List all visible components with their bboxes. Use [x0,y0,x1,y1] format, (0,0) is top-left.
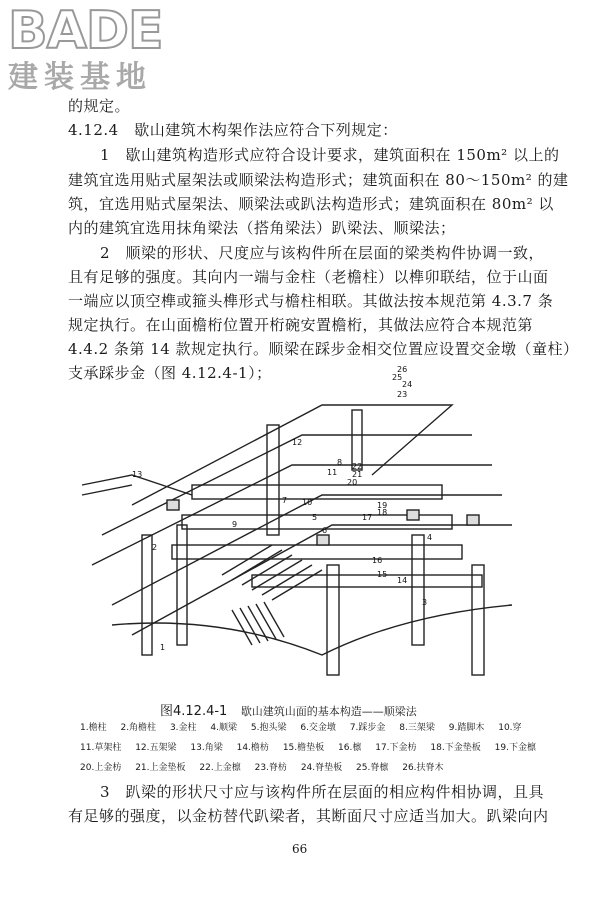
label-2: 2 [152,543,158,552]
label-20: 20 [347,478,358,487]
label-25: 25 [392,373,403,382]
text-line: 规定执行。在山面檐桁位置开桁碗安置檐桁，其做法应符合本规范第 [68,316,534,334]
text-line: 的规定。 [68,97,131,115]
legend-item: 5.抱头梁 [250,723,287,733]
label-9: 9 [232,520,238,529]
legend-item: 7.踩步金 [349,723,386,733]
legend-item: 2.角檐柱 [120,723,157,733]
label-5: 5 [312,513,318,522]
label-10: 10 [302,498,313,507]
legend-item: 18.下金垫板 [430,743,481,753]
legend-item: 8.三架梁 [399,723,435,733]
figure-number: 图4.12.4-1 [160,704,228,719]
legend-row [80,740,540,753]
legend-row [80,760,540,773]
label-19: 19 [377,501,388,510]
legend-item: 26.扶脊木 [402,763,444,773]
figure-caption [160,700,417,719]
timber-frame-figure [72,365,522,685]
legend-item: 14.檐枋 [236,743,269,753]
logo-subtitle: 建装基地 [8,60,152,95]
legend-item: 21.上金垫板 [135,763,186,773]
text-line: 建筑宜选用贴式屋架法或顺梁法构造形式；建筑面积在 80～150m² 的建 [68,171,569,189]
label-3: 3 [422,598,428,607]
text-line: 一端应以顶空榫或箍头榫形式与檐柱相联。其做法按本规范第 4.3.7 条 [68,292,554,310]
label-23: 23 [397,390,408,399]
legend-item: 17.下金枋 [375,743,417,753]
text-line: 且有足够的强度。其向内一端与金柱（老檐柱）以榫卯联结，位于山面 [68,268,549,286]
legend-item: 6.交金墩 [300,723,336,733]
label-26: 26 [397,365,408,374]
label-12: 12 [292,438,303,447]
legend-item: 25.脊檩 [356,763,389,773]
figure-title: 歇山建筑山面的基本构造——顺梁法 [240,705,417,718]
legend-item: 13.角梁 [190,743,223,753]
brand-logo [8,1,183,102]
label-8: 8 [337,458,343,467]
label-1: 1 [160,643,166,652]
label-18: 18 [377,508,388,517]
label-15: 15 [377,570,388,579]
label-14: 14 [397,576,408,585]
label-22: 22 [352,462,363,471]
text-line: 筑，宜选用贴式屋架法、顺梁法或趴法构造形式；建筑面积在 80m² 以 [68,195,554,213]
text-line: 4.4.2 条第 14 款规定执行。顺梁在踩步金相交位置应设置交金墩（童柱） [68,340,579,358]
legend-item: 16.檩 [338,743,362,753]
label-13: 13 [132,470,143,479]
text-line: 1 歇山建筑构造形式应符合设计要求，建筑面积在 150m² 以上的 [100,146,560,164]
label-11: 11 [327,468,338,477]
text-line: 内的建筑宜选用抹角梁法（搭角梁法）趴梁法、顺梁法； [68,219,456,237]
label-7: 7 [282,496,288,505]
label-16: 16 [372,556,383,565]
legend-item: 23.脊枋 [254,763,287,773]
legend-item: 22.上金檩 [199,763,241,773]
legend-row [80,720,540,733]
label-21: 21 [352,470,363,479]
logo-brand-text: BADE [8,1,163,61]
legend-item: 10.穿 [498,723,522,733]
text-line: 3 趴梁的形状尺寸应与该构件所在层面的相应构件相协调，且具 [100,783,545,801]
label-24: 24 [402,380,413,389]
legend-item: 15.檐垫板 [282,743,325,753]
ridge-beam-shape [132,405,452,505]
label-17: 17 [362,513,373,522]
legend-item: 1.檐柱 [80,723,107,733]
section-heading: 4.12.4 歇山建筑木构架作法应符合下列规定： [68,121,398,139]
legend-item: 12.五架梁 [135,743,177,753]
legend-item: 19.下金檩 [494,743,536,753]
legend-item: 20.上金枋 [80,763,122,773]
text-line: 支承踩步金（图 4.12.4-1）； [68,364,272,382]
legend-item: 24.脊垫板 [300,763,343,773]
label-6: 6 [322,526,328,535]
legend-item: 3.金柱 [169,723,197,733]
legend-item: 4.顺梁 [210,723,237,733]
label-4: 4 [427,533,433,542]
text-line: 有足够的强度，以金枋替代趴梁者，其断面尺寸应适当加大。趴梁向内 [68,807,549,825]
text-line: 2 顺梁的形状、尺度应与该构件所在层面的梁类构件协调一致， [100,244,545,262]
legend-item: 11.草架柱 [80,743,122,753]
page-number: 66 [292,842,308,856]
legend-item: 9.踏脚木 [448,723,485,733]
